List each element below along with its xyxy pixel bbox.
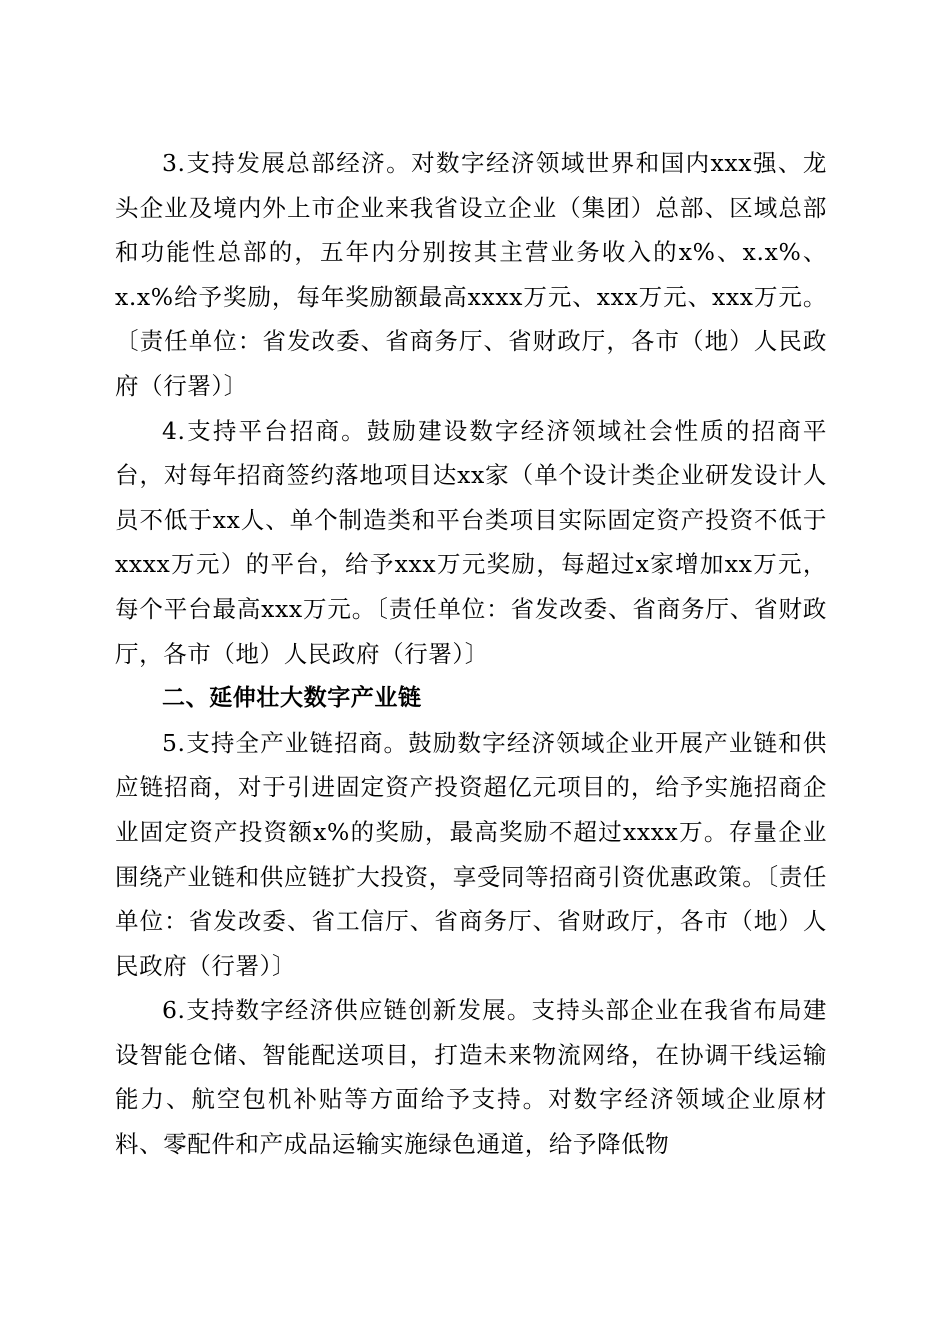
- paragraph-3-headquarters-economy: 3.支持发展总部经济。对数字经济领域世界和国内xxx强、龙头企业及境内外上市企业来我省设立企业（集团）总部、区域总部和功能性总部的，五年内分别按其主营业务收入的x%、x.x%、x.x%给予奖励，每年奖励额最高xxxx万元、xxx万元、xxx万元。〔责任单位：省发改委、省商务厅、省财政厅，各市（地）人民政府（行署）〕: [115, 149, 827, 400]
- section-heading: 二、延伸壮大数字产业链: [162, 685, 422, 712]
- paragraph-4-platform-investment: 4.支持平台招商。鼓励建设数字经济领域社会性质的招商平台，对每年招商签约落地项目达xx家（单个设计类企业研发设计人员不低于xx人、单个制造类和平台类项目实际固定资产投资不低于xxxx万元）的平台，给予xxx万元奖励，每超过x家增加xx万元，每个平台最高xxx万元。〔责任单位：省发改委、省商务厅、省财政厅，各市（地）人民政府（行署）〕: [115, 416, 827, 668]
- paragraph-5-full-chain-investment: 5.支持全产业链招商。鼓励数字经济领域企业开展产业链和供应链招商，对于引进固定资产投资超亿元项目的，给予实施招商企业固定资产投资额x%的奖励，最高奖励不超过xxxx万。存量企业围绕产业链和供应链扩大投资，享受同等招商引资优惠政策。〔责任单位：省发改委、省工信厅、省商务厅、省财政厅，各市（地）人民政府（行署）〕: [115, 728, 827, 980]
- paragraph-6-supply-chain: 6.支持数字经济供应链创新发展。支持头部企业在我省布局建设智能仓储、智能配送项目，打造未来物流网络，在协调干线运输能力、航空包机补贴等方面给予支持。对数字经济领域企业原材料、零配件和产成品运输实施绿色通道，给予降低物: [115, 996, 827, 1159]
- document-page: [115, 141, 827, 1167]
